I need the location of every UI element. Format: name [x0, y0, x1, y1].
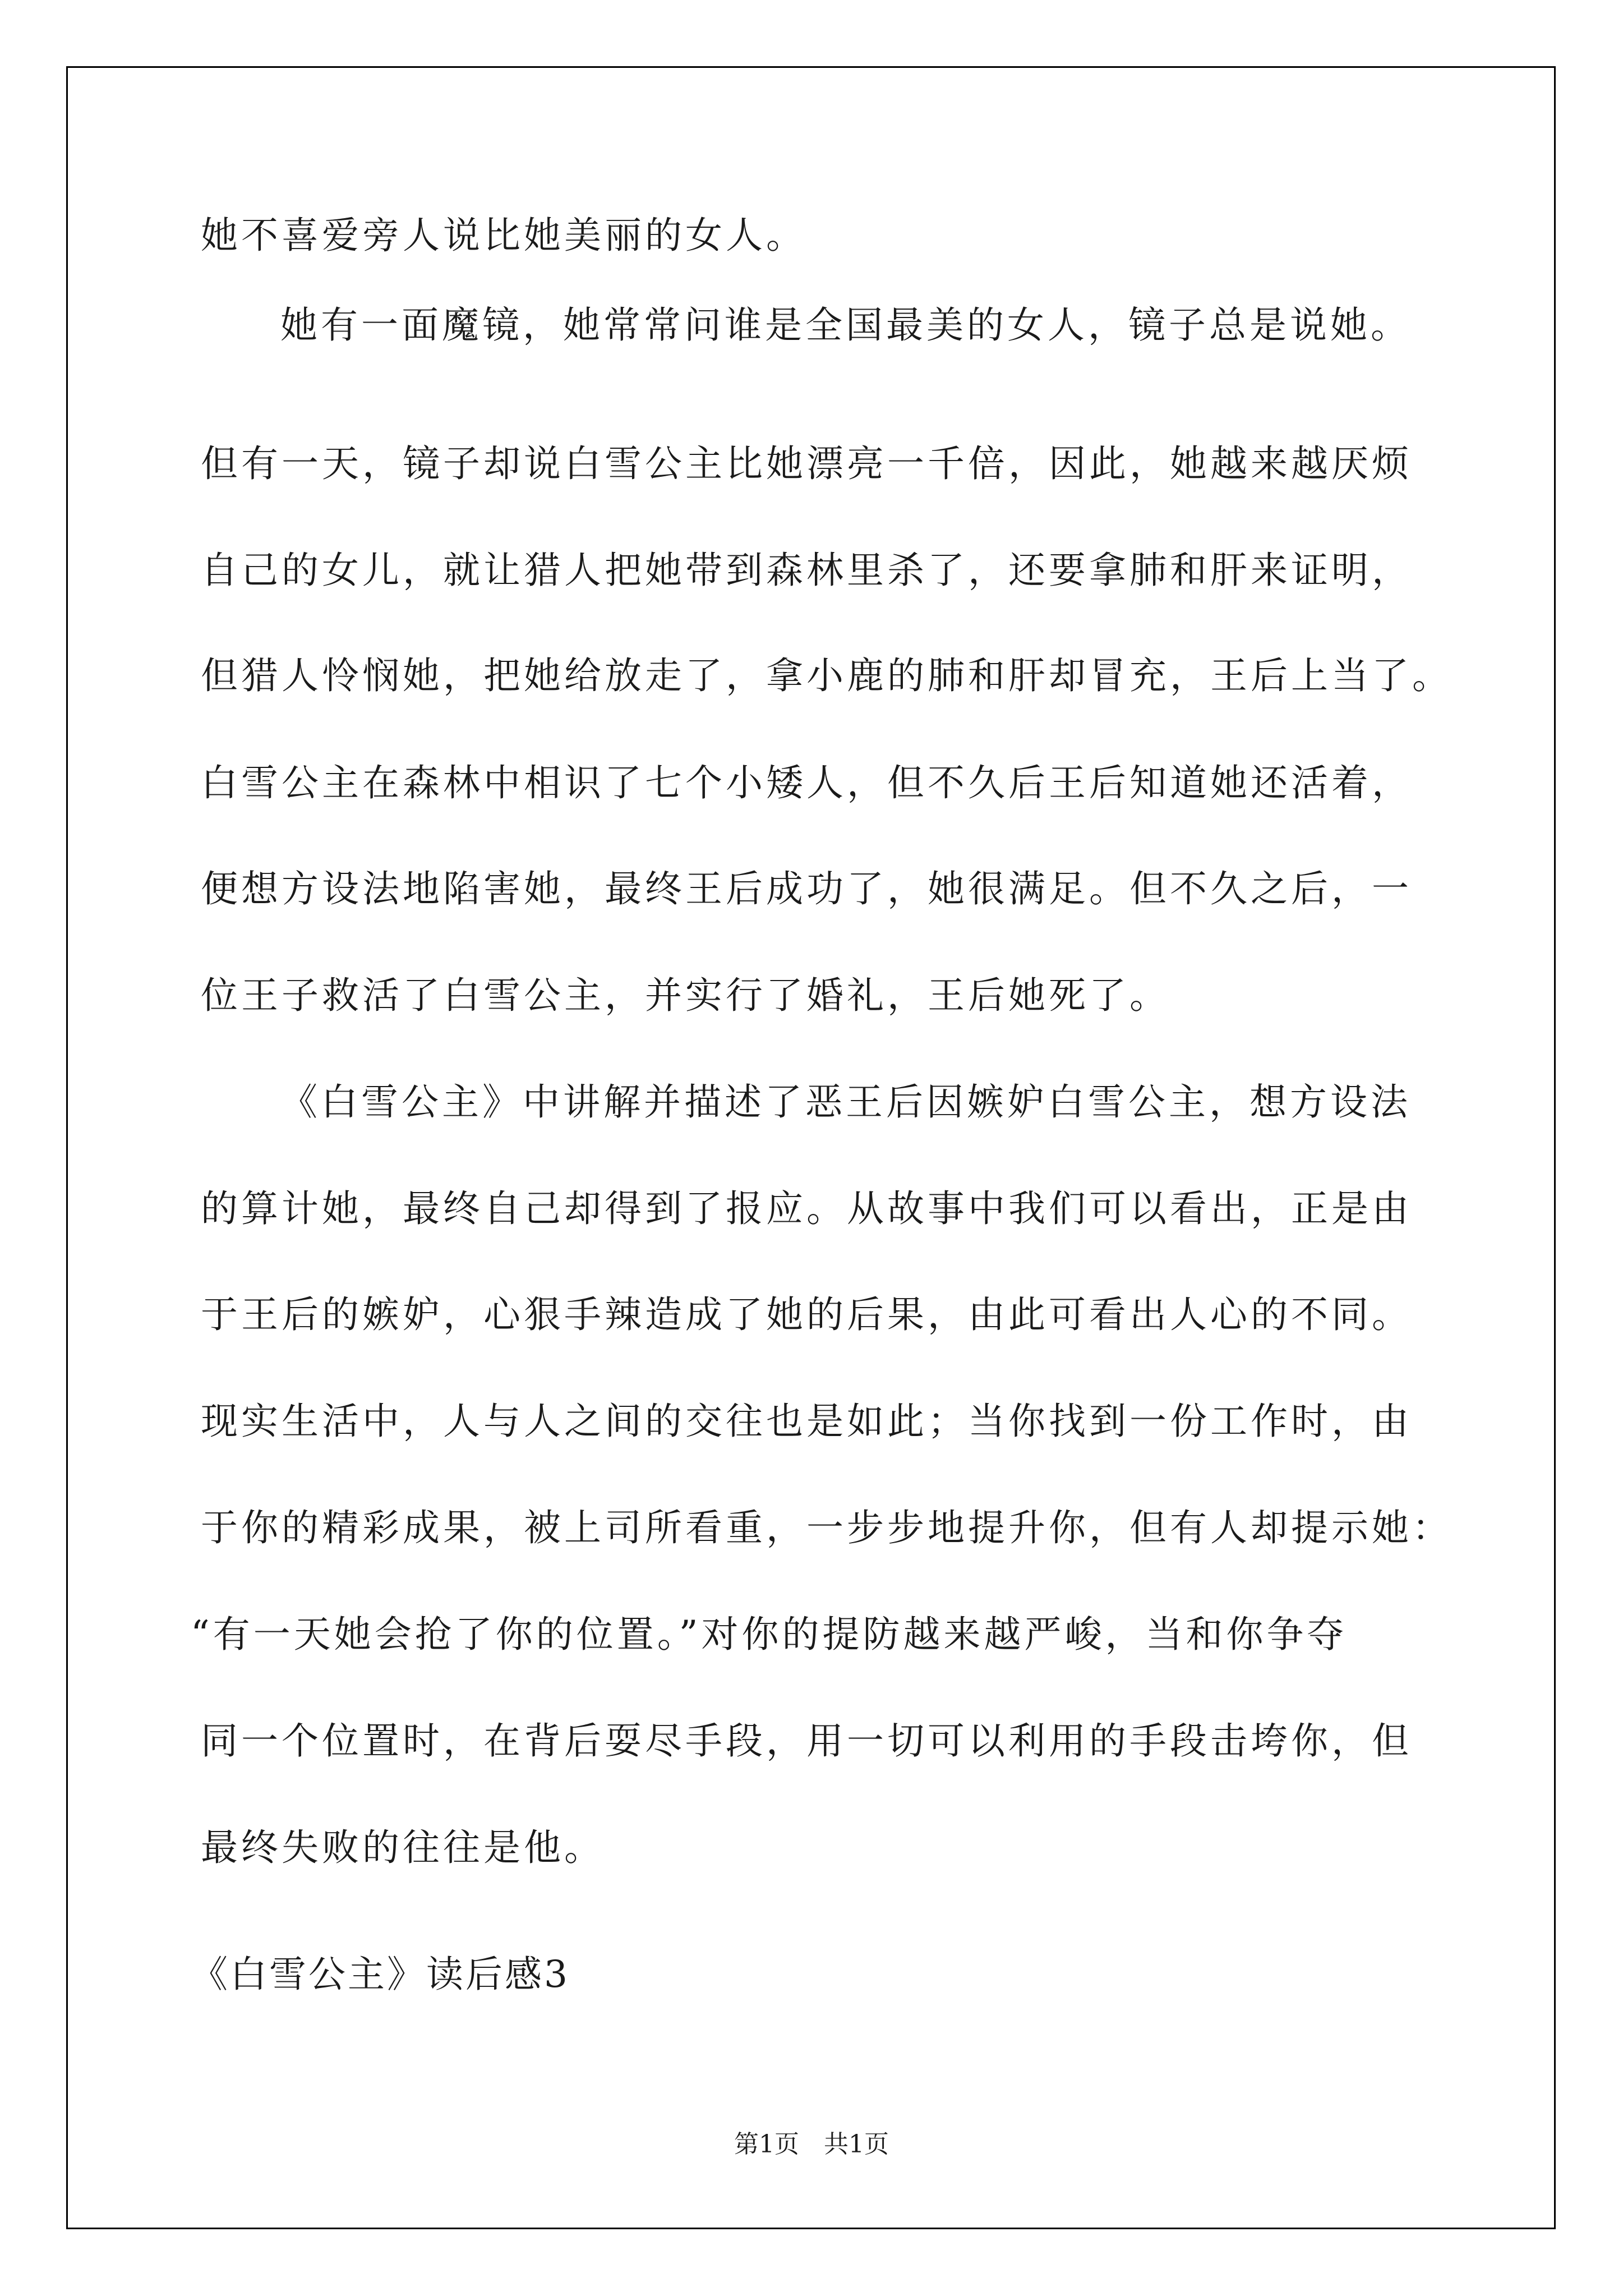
text-line-11: 于王后的嫉妒，心狠手辣造成了她的后果，由此可看出人心的不同。 [201, 1293, 1412, 1336]
text-line-7: 便想方设法地陷害她，最终王后成功了，她很满足。但不久之后，一 [201, 867, 1412, 910]
text-line-8: 位王子救活了白雪公主，并实行了婚礼，王后她死了。 [201, 974, 1170, 1017]
page-border [66, 66, 1556, 2229]
text-line-3: 但有一天，镜子却说白雪公主比她漂亮一千倍，因此，她越来越厌烦 [201, 442, 1412, 485]
text-line-16: 最终失败的往往是他。 [201, 1826, 605, 1869]
text-line-12: 现实生活中，人与人之间的交往也是如此；当你找到一份工作时，由 [201, 1400, 1412, 1443]
text-line-15: 同一个位置时，在背后耍尽手段，用一切可以利用的手段击垮你，但 [201, 1719, 1412, 1763]
text-line-4: 自己的女儿，就让猎人把她带到森林里杀了，还要拿肺和肝来证明， [201, 549, 1412, 592]
section-heading: 《白雪公主》读后感3 [191, 1953, 570, 1996]
text-line-1: 她不喜爱旁人说比她美丽的女人。 [201, 214, 806, 257]
text-line-2: 她有一面魔镜，她常常问谁是全国最美的女人，镜子总是说她。 [280, 303, 1411, 347]
text-line-9: 《白雪公主》中讲解并描述了恶王后因嫉妒白雪公主，想方设法 [280, 1080, 1411, 1124]
page-footer: 第1页 共1页 [734, 2130, 889, 2159]
text-line-14: “有一天她会抢了你的位置。”对你的提防越来越严峻，当和你争夺 [191, 1613, 1348, 1656]
text-line-6: 白雪公主在森林中相识了七个小矮人，但不久后王后知道她还活着， [201, 761, 1412, 804]
text-line-5: 但猎人怜悯她，把她给放走了，拿小鹿的肺和肝却冒充，王后上当了。 [201, 654, 1453, 697]
text-line-13: 于你的精彩成果，被上司所看重，一步步地提升你，但有人却提示她： [201, 1506, 1453, 1549]
text-line-10: 的算计她，最终自己却得到了报应。从故事中我们可以看出，正是由 [201, 1187, 1412, 1230]
